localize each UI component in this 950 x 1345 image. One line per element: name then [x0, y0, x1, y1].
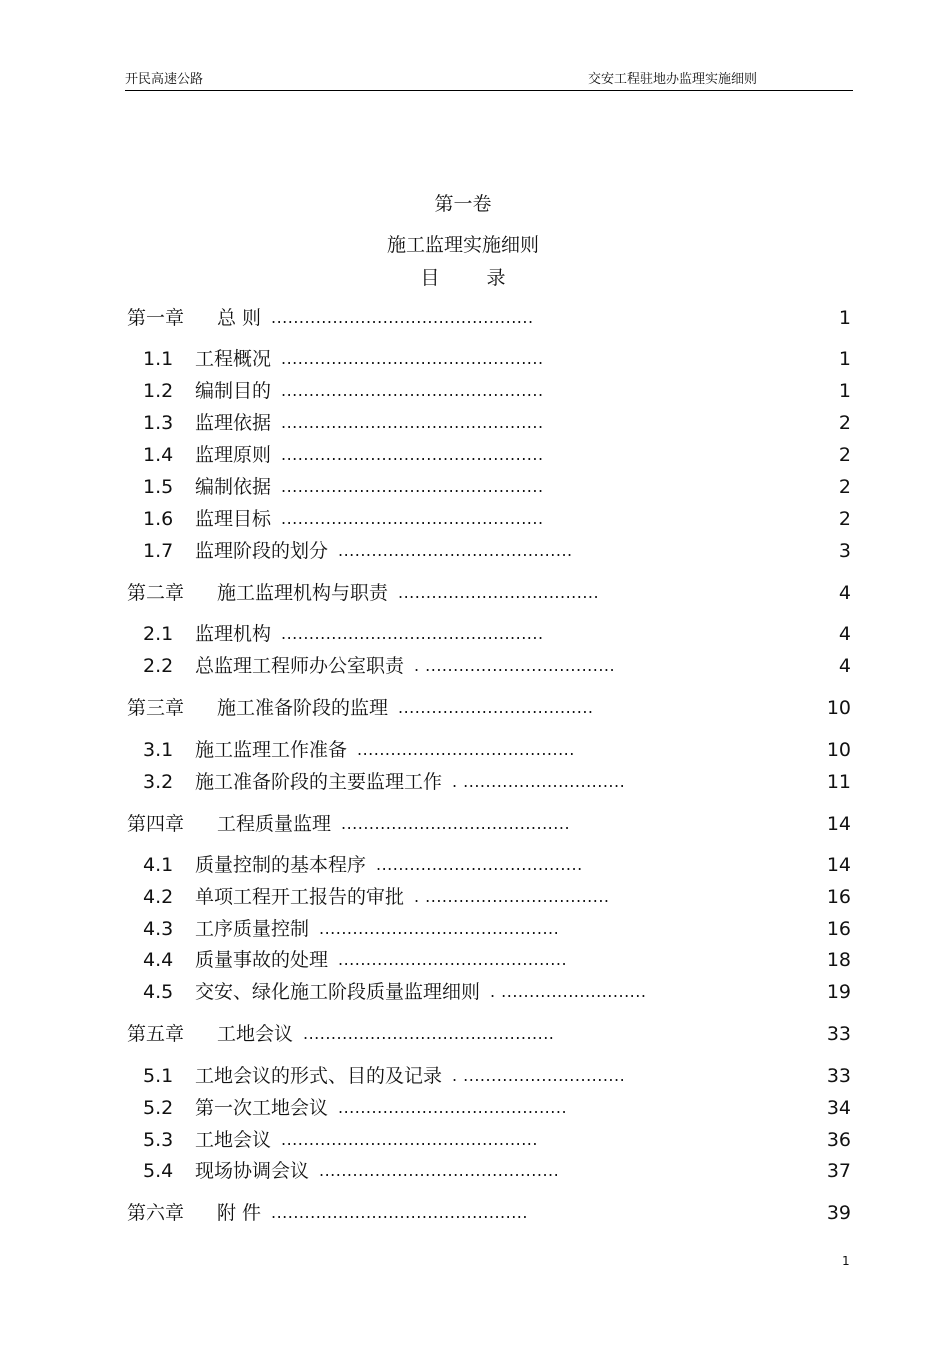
toc-entry-number: 1.1: [143, 348, 174, 370]
toc-entry-title: 附 件: [217, 1202, 262, 1224]
volume-title: 第一卷: [434, 193, 492, 215]
toc-entry-number: 5.4: [143, 1160, 174, 1182]
toc-entry-page: 1: [838, 380, 851, 402]
toc-section-entry: [143, 475, 853, 499]
toc-entry-title: 编制依据: [195, 476, 272, 498]
toc-entry-page: 37: [826, 1160, 851, 1182]
toc-entry-number: 4.1: [143, 854, 174, 876]
toc-section-entry: [143, 917, 853, 941]
toc-section-entry: [143, 1159, 853, 1183]
toc-entry-leader: ...............................................: [281, 445, 544, 464]
toc-entry-number: 第二章: [127, 582, 185, 604]
toc-entry-number: 5.2: [143, 1097, 174, 1119]
toc-entry-number: 1.4: [143, 444, 174, 466]
toc-entry-page: 2: [838, 508, 851, 530]
header-left-title: 开民高速公路: [125, 72, 204, 87]
toc-section-entry: [143, 379, 853, 403]
toc-entry-page: 34: [826, 1097, 851, 1119]
toc-entry-page: 3: [838, 540, 851, 562]
toc-entry-title: 监理阶段的划分: [195, 540, 329, 562]
toc-entry-number: 2.2: [143, 655, 174, 677]
toc-entry-leader: . .............................: [452, 1066, 626, 1085]
toc-section-entry: [143, 738, 853, 762]
toc-entry-leader: . ..........................: [490, 982, 647, 1001]
toc-entry-title: 工地会议: [195, 1129, 272, 1151]
toc-chapter-entry: [127, 1022, 853, 1046]
toc-entry-number: 第三章: [127, 697, 185, 719]
toc-entry-number: 4.4: [143, 949, 174, 971]
toc-entry-title: 工程概况: [195, 348, 272, 370]
toc-heading-char: 录: [486, 267, 506, 289]
toc-section-entry: [143, 411, 853, 435]
toc-entry-title: 交安、绿化施工阶段质量监理细则: [195, 981, 481, 1003]
toc-entry-title: 质量控制的基本程序: [195, 854, 367, 876]
toc-section-entry: [143, 885, 853, 909]
toc-entry-leader: .....................................: [376, 855, 583, 874]
toc-entry-title: 施工监理工作准备: [195, 739, 348, 761]
toc-entry-number: 第五章: [127, 1023, 185, 1045]
toc-entry-page: 11: [826, 771, 851, 793]
toc-heading-char: 目: [420, 267, 440, 289]
toc-entry-title: 工程质量监理: [217, 813, 332, 835]
toc-entry-page: 19: [826, 981, 851, 1003]
toc-entry-title: 编制目的: [195, 380, 272, 402]
toc-entry-title: 工序质量控制: [195, 918, 310, 940]
toc-entry-leader: ..............................................: [271, 1203, 528, 1222]
toc-entry-leader: ...............................................: [281, 477, 544, 496]
toc-section-entry: [143, 980, 853, 1004]
toc-entry-page: 36: [826, 1129, 851, 1151]
toc-chapter-entry: [127, 581, 853, 605]
toc-entry-page: 4: [838, 623, 851, 645]
toc-entry-number: 5.3: [143, 1129, 174, 1151]
toc-entry-title: 施工准备阶段的监理: [217, 697, 389, 719]
toc-entry-number: 3.2: [143, 771, 174, 793]
toc-entry-leader: ....................................: [398, 583, 600, 602]
toc-entry-number: 4.5: [143, 981, 174, 1003]
toc-chapter-entry: [127, 306, 853, 330]
toc-entry-number: 第一章: [127, 307, 185, 329]
toc-entry-leader: ...........................................: [319, 919, 560, 938]
toc-section-entry: [143, 622, 853, 646]
toc-entry-leader: ...............................................: [281, 349, 544, 368]
toc-entry-leader: . .................................: [414, 887, 610, 906]
toc-entry-page: 2: [838, 412, 851, 434]
toc-section-entry: [143, 1128, 853, 1152]
toc-entry-title: 监理依据: [195, 412, 272, 434]
toc-section-entry: [143, 853, 853, 877]
toc-entry-leader: ...............................................: [281, 381, 544, 400]
toc-entry-leader: . ..................................: [414, 656, 616, 675]
toc-entry-page: 16: [826, 886, 851, 908]
toc-entry-number: 第六章: [127, 1202, 185, 1224]
toc-entry-page: 14: [826, 854, 851, 876]
toc-entry-leader: ...............................................: [281, 509, 544, 528]
toc-entry-title: 总 则: [217, 307, 262, 329]
document-title: 施工监理实施细则: [386, 234, 539, 256]
toc-entry-page: 4: [838, 582, 851, 604]
toc-entry-leader: .............................................: [303, 1024, 555, 1043]
toc-entry-page: 10: [826, 697, 851, 719]
toc-entry-title: 监理机构: [195, 623, 272, 645]
toc-entry-leader: ..........................................: [338, 541, 573, 560]
toc-section-entry: [143, 948, 853, 972]
toc-entry-page: 2: [838, 444, 851, 466]
toc-entry-leader: ...........................................: [319, 1161, 560, 1180]
toc-entry-page: 18: [826, 949, 851, 971]
toc-entry-number: 4.3: [143, 918, 174, 940]
toc-entry-leader: ...............................................: [281, 624, 544, 643]
toc-entry-leader: . .............................: [452, 772, 626, 791]
toc-section-entry: [143, 1096, 853, 1120]
toc-section-entry: [143, 654, 853, 678]
toc-entry-title: 施工准备阶段的主要监理工作: [195, 771, 443, 793]
toc-entry-leader: .........................................: [338, 1098, 568, 1117]
toc-chapter-entry: [127, 1201, 853, 1225]
toc-entry-title: 施工监理机构与职责: [217, 582, 389, 604]
toc-entry-page: 33: [826, 1023, 851, 1045]
toc-entry-page: 14: [826, 813, 851, 835]
toc-entry-page: 10: [826, 739, 851, 761]
toc-entry-number: 1.6: [143, 508, 174, 530]
toc-entry-page: 1: [838, 307, 851, 329]
toc-entry-title: 总监理工程师办公室职责: [195, 655, 405, 677]
toc-entry-page: 39: [826, 1202, 851, 1224]
toc-entry-number: 1.5: [143, 476, 174, 498]
toc-section-entry: [143, 1064, 853, 1088]
toc-entry-leader: .......................................: [357, 740, 575, 759]
toc-entry-number: 3.1: [143, 739, 174, 761]
toc-section-entry: [143, 347, 853, 371]
toc-entry-title: 工地会议的形式、目的及记录: [195, 1065, 443, 1087]
toc-entry-title: 监理目标: [195, 508, 272, 530]
header-right-title: 交安工程驻地办监理实施细则: [588, 72, 758, 87]
toc-entry-title: 质量事故的处理: [195, 949, 329, 971]
toc-entry-number: 5.1: [143, 1065, 174, 1087]
toc-entry-leader: .........................................: [341, 814, 571, 833]
toc-section-entry: [143, 539, 853, 563]
toc-entry-number: 1.7: [143, 540, 174, 562]
toc-entry-title: 现场协调会议: [195, 1160, 310, 1182]
toc-entry-number: 2.1: [143, 623, 174, 645]
toc-entry-title: 第一次工地会议: [195, 1097, 329, 1119]
toc-entry-number: 第四章: [127, 813, 185, 835]
toc-entry-leader: ..............................................: [281, 1130, 538, 1149]
toc-entry-number: 1.3: [143, 412, 174, 434]
toc-entry-number: 4.2: [143, 886, 174, 908]
toc-entry-title: 监理原则: [195, 444, 272, 466]
toc-entry-number: 1.2: [143, 380, 174, 402]
toc-entry-leader: ...............................................: [281, 413, 544, 432]
toc-section-entry: [143, 443, 853, 467]
toc-entry-page: 1: [838, 348, 851, 370]
toc-entry-title: 单项工程开工报告的审批: [195, 886, 405, 908]
toc-chapter-entry: [127, 812, 853, 836]
toc-section-entry: [143, 770, 853, 794]
toc-entry-leader: ...................................: [398, 698, 594, 717]
toc-entry-leader: .........................................: [338, 950, 568, 969]
toc-entry-page: 33: [826, 1065, 851, 1087]
toc-entry-page: 16: [826, 918, 851, 940]
toc-chapter-entry: [127, 696, 853, 720]
toc-entry-page: 4: [838, 655, 851, 677]
page-number: 1: [842, 1254, 850, 1268]
toc-entry-title: 工地会议: [217, 1023, 294, 1045]
toc-entry-page: 2: [838, 476, 851, 498]
toc-section-entry: [143, 507, 853, 531]
toc-entry-leader: ...............................................: [271, 308, 534, 327]
